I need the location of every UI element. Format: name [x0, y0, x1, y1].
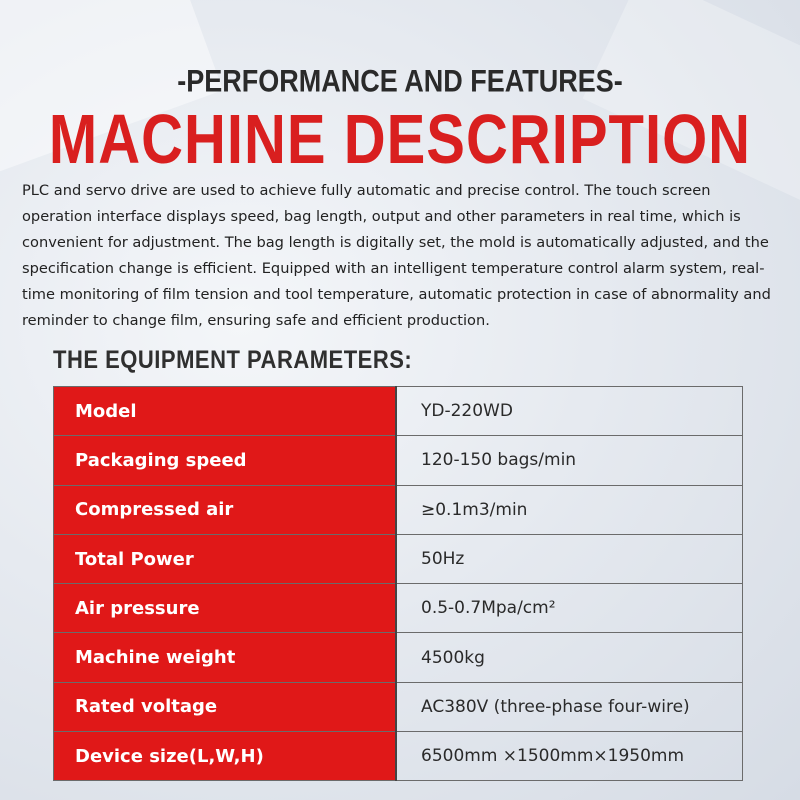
table-row [54, 682, 743, 731]
table-row [54, 485, 743, 534]
param-label: Compressed air [54, 485, 397, 534]
table-row [54, 584, 743, 633]
param-label: Device size(L,W,H) [54, 732, 397, 781]
param-value: 0.5-0.7Mpa/cm² [396, 584, 743, 633]
param-label: Air pressure [54, 584, 397, 633]
param-label: Machine weight [54, 633, 397, 682]
page-title: MACHINE DESCRIPTION [48, 100, 752, 179]
param-value: 50Hz [396, 534, 743, 583]
param-value: YD-220WD [396, 387, 743, 436]
param-value: AC380V (three-phase four-wire) [396, 682, 743, 731]
param-label: Rated voltage [54, 682, 397, 731]
param-label: Packaging speed [54, 436, 397, 485]
param-label: Model [54, 387, 397, 436]
table-row [54, 534, 743, 583]
parameters-table [53, 386, 743, 781]
param-label: Total Power [54, 534, 397, 583]
param-value: 120-150 bags/min [396, 436, 743, 485]
section-subtitle: -PERFORMANCE AND FEATURES- [177, 63, 623, 99]
table-row [54, 436, 743, 485]
table-row [54, 633, 743, 682]
table-row [54, 732, 743, 781]
param-value: 6500mm ×1500mm×1950mm [396, 732, 743, 781]
parameters-heading: THE EQUIPMENT PARAMETERS: [53, 345, 413, 374]
param-value: ≥0.1m3/min [396, 485, 743, 534]
machine-description: PLC and servo drive are used to achieve fully automatic and precise control. The touch screen operation interface displays speed, bag length, output and other parameters in real time, which is convenient for adjustment. The bag length is digitally set, the mold is automatically adjusted, and the specification change is efficient. Equipped with an intelligent temperature control alarm system, real-time monitoring of film tension and tool temperature, automatic protection in case of abnormality and reminder to change film, ensuring safe and efficient production. [22, 182, 771, 329]
table-row [54, 387, 743, 436]
param-value: 4500kg [396, 633, 743, 682]
